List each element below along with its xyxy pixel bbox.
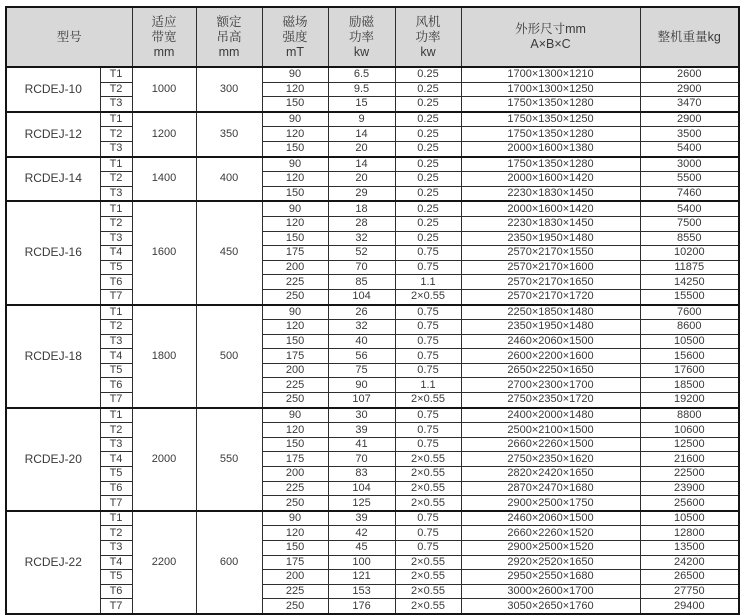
table-row [6, 201, 739, 216]
model-cell: RCDEJ-22 [6, 511, 100, 614]
dimensions-cell: 3000×2600×1700 [461, 584, 640, 599]
excitation-power-cell: 90 [328, 378, 395, 393]
t-variant-cell: T5 [100, 570, 132, 585]
field-strength-cell: 90 [262, 112, 328, 127]
excitation-power-cell: 29 [328, 186, 395, 201]
excitation-power-cell: 9.5 [328, 82, 395, 97]
fan-power-cell: 2×0.55 [395, 481, 461, 496]
t-variant-cell: T2 [100, 320, 132, 335]
t-variant-cell: T1 [100, 305, 132, 320]
excitation-power-cell: 6.5 [328, 67, 395, 82]
fan-power-cell: 0.75 [395, 305, 461, 320]
weight-cell: 3470 [640, 97, 739, 112]
table-row [6, 112, 739, 127]
dimensions-cell: 2570×2170×1550 [461, 246, 640, 261]
table-row [6, 526, 739, 541]
field-strength-cell: 225 [262, 378, 328, 393]
weight-cell: 21600 [640, 452, 739, 467]
t-variant-cell: T6 [100, 481, 132, 496]
lift-height-cell: 400 [196, 157, 262, 202]
excitation-power-cell: 9 [328, 112, 395, 127]
t-variant-cell: T3 [100, 186, 132, 201]
field-strength-cell: 150 [262, 334, 328, 349]
field-strength-cell: 200 [262, 363, 328, 378]
field-strength-cell: 225 [262, 584, 328, 599]
fan-power-cell: 0.75 [395, 423, 461, 438]
field-strength-cell: 120 [262, 320, 328, 335]
t-variant-cell: T1 [100, 511, 132, 526]
field-strength-cell: 120 [262, 526, 328, 541]
weight-cell: 2600 [640, 67, 739, 82]
field-strength-cell: 120 [262, 172, 328, 187]
fan-power-cell: 2×0.55 [395, 570, 461, 585]
weight-cell: 12800 [640, 526, 739, 541]
t-variant-cell: T4 [100, 349, 132, 364]
field-strength-cell: 250 [262, 599, 328, 614]
field-strength-cell: 175 [262, 349, 328, 364]
fan-power-cell: 2×0.55 [395, 393, 461, 408]
t-variant-cell: T4 [100, 246, 132, 261]
t-variant-cell: T3 [100, 541, 132, 556]
field-strength-cell: 150 [262, 541, 328, 556]
table-row [6, 334, 739, 349]
dimensions-cell: 2570×2170×1720 [461, 289, 640, 304]
dimensions-cell: 2350×1950×1480 [461, 231, 640, 246]
table-row [6, 437, 739, 452]
field-strength-cell: 200 [262, 260, 328, 275]
weight-cell: 25600 [640, 496, 739, 511]
field-strength-cell: 200 [262, 467, 328, 482]
field-strength-cell: 250 [262, 393, 328, 408]
t-variant-cell: T7 [100, 496, 132, 511]
weight-cell: 11875 [640, 260, 739, 275]
t-variant-cell: T3 [100, 141, 132, 156]
excitation-power-cell: 56 [328, 349, 395, 364]
field-strength-cell: 90 [262, 305, 328, 320]
excitation-power-cell: 42 [328, 526, 395, 541]
dimensions-cell: 1750×1350×1250 [461, 112, 640, 127]
fan-power-cell: 0.75 [395, 408, 461, 423]
excitation-power-cell: 70 [328, 452, 395, 467]
table-row [6, 246, 739, 261]
field-strength-cell: 250 [262, 289, 328, 304]
excitation-power-cell: 41 [328, 437, 395, 452]
weight-cell: 5400 [640, 201, 739, 216]
excitation-power-cell: 28 [328, 216, 395, 231]
dimensions-cell: 2230×1830×1450 [461, 186, 640, 201]
fan-power-cell: 0.25 [395, 216, 461, 231]
lift-height-cell: 600 [196, 511, 262, 614]
weight-cell: 7600 [640, 305, 739, 320]
excitation-power-cell: 121 [328, 570, 395, 585]
weight-cell: 14250 [640, 275, 739, 290]
model-cell: RCDEJ-20 [6, 408, 100, 511]
t-variant-cell: T2 [100, 526, 132, 541]
weight-cell: 29400 [640, 599, 739, 614]
t-variant-cell: T5 [100, 260, 132, 275]
table-row [6, 452, 739, 467]
dimensions-cell: 2460×2060×1500 [461, 511, 640, 526]
header-model: 型号 [6, 7, 132, 67]
fan-power-cell: 0.25 [395, 141, 461, 156]
table-header [6, 7, 739, 67]
table-row [6, 97, 739, 112]
table-row [6, 570, 739, 585]
weight-cell: 18500 [640, 378, 739, 393]
dimensions-cell: 2900×2500×1750 [461, 496, 640, 511]
t-variant-cell: T1 [100, 157, 132, 172]
t-variant-cell: T1 [100, 201, 132, 216]
excitation-power-cell: 52 [328, 246, 395, 261]
model-cell: RCDEJ-10 [6, 67, 100, 112]
spec-table [5, 6, 740, 615]
table-row [6, 393, 739, 408]
table-row [6, 172, 739, 187]
table-row [6, 216, 739, 231]
field-strength-cell: 250 [262, 496, 328, 511]
fan-power-cell: 0.25 [395, 67, 461, 82]
field-strength-cell: 90 [262, 511, 328, 526]
field-strength-cell: 150 [262, 437, 328, 452]
lift-height-cell: 550 [196, 408, 262, 511]
t-variant-cell: T6 [100, 584, 132, 599]
table-row [6, 584, 739, 599]
table-row [6, 141, 739, 156]
table-row [6, 275, 739, 290]
dimensions-cell: 2750×2350×1620 [461, 452, 640, 467]
excitation-power-cell: 176 [328, 599, 395, 614]
table-row [6, 408, 739, 423]
dimensions-cell: 1750×1350×1280 [461, 97, 640, 112]
t-variant-cell: T4 [100, 555, 132, 570]
table-row [6, 481, 739, 496]
t-variant-cell: T6 [100, 378, 132, 393]
table-row [6, 260, 739, 275]
t-variant-cell: T3 [100, 437, 132, 452]
weight-cell: 24200 [640, 555, 739, 570]
excitation-power-cell: 32 [328, 320, 395, 335]
bandwidth-cell: 2000 [132, 408, 196, 511]
model-cell: RCDEJ-12 [6, 112, 100, 157]
fan-power-cell: 2×0.55 [395, 555, 461, 570]
t-variant-cell: T3 [100, 97, 132, 112]
excitation-power-cell: 30 [328, 408, 395, 423]
table-row [6, 511, 739, 526]
table-row [6, 127, 739, 142]
dimensions-cell: 2600×2200×1600 [461, 349, 640, 364]
model-cell: RCDEJ-14 [6, 157, 100, 202]
dimensions-cell: 2920×2520×1650 [461, 555, 640, 570]
t-variant-cell: T2 [100, 127, 132, 142]
lift-height-cell: 350 [196, 112, 262, 157]
fan-power-cell: 0.75 [395, 437, 461, 452]
header-bandwidth: 适应 带宽 mm [132, 7, 196, 67]
fan-power-cell: 1.1 [395, 275, 461, 290]
fan-power-cell: 0.75 [395, 260, 461, 275]
dimensions-cell: 2650×2250×1650 [461, 363, 640, 378]
model-cell: RCDEJ-16 [6, 201, 100, 304]
dimensions-cell: 2870×2470×1680 [461, 481, 640, 496]
table-row [6, 599, 739, 614]
field-strength-cell: 150 [262, 186, 328, 201]
field-strength-cell: 225 [262, 481, 328, 496]
dimensions-cell: 2500×2100×1500 [461, 423, 640, 438]
fan-power-cell: 0.75 [395, 526, 461, 541]
dimensions-cell: 2350×1950×1480 [461, 320, 640, 335]
header-dimensions: 外形尺寸mm A×B×C [461, 7, 640, 67]
table-row [6, 541, 739, 556]
bandwidth-cell: 1400 [132, 157, 196, 202]
fan-power-cell: 0.25 [395, 172, 461, 187]
excitation-power-cell: 153 [328, 584, 395, 599]
excitation-power-cell: 104 [328, 289, 395, 304]
weight-cell: 10500 [640, 511, 739, 526]
lift-height-cell: 450 [196, 201, 262, 304]
excitation-power-cell: 40 [328, 334, 395, 349]
field-strength-cell: 90 [262, 157, 328, 172]
excitation-power-cell: 14 [328, 157, 395, 172]
t-variant-cell: T4 [100, 452, 132, 467]
excitation-power-cell: 18 [328, 201, 395, 216]
excitation-power-cell: 70 [328, 260, 395, 275]
excitation-power-cell: 107 [328, 393, 395, 408]
table-row [6, 496, 739, 511]
weight-cell: 15500 [640, 289, 739, 304]
fan-power-cell: 0.25 [395, 186, 461, 201]
field-strength-cell: 150 [262, 231, 328, 246]
t-variant-cell: T5 [100, 467, 132, 482]
table-row [6, 320, 739, 335]
dimensions-cell: 2750×2350×1720 [461, 393, 640, 408]
table-row [6, 305, 739, 320]
bandwidth-cell: 1600 [132, 201, 196, 304]
field-strength-cell: 150 [262, 141, 328, 156]
t-variant-cell: T1 [100, 112, 132, 127]
fan-power-cell: 0.75 [395, 363, 461, 378]
fan-power-cell: 0.75 [395, 334, 461, 349]
weight-cell: 7460 [640, 186, 739, 201]
field-strength-cell: 90 [262, 67, 328, 82]
header-weight: 整机重量kg [640, 7, 739, 67]
t-variant-cell: T3 [100, 231, 132, 246]
excitation-power-cell: 125 [328, 496, 395, 511]
table-row [6, 157, 739, 172]
excitation-power-cell: 20 [328, 172, 395, 187]
weight-cell: 5500 [640, 172, 739, 187]
field-strength-cell: 200 [262, 570, 328, 585]
excitation-power-cell: 83 [328, 467, 395, 482]
t-variant-cell: T3 [100, 334, 132, 349]
table-row [6, 82, 739, 97]
excitation-power-cell: 26 [328, 305, 395, 320]
field-strength-cell: 120 [262, 423, 328, 438]
field-strength-cell: 120 [262, 127, 328, 142]
excitation-power-cell: 14 [328, 127, 395, 142]
excitation-power-cell: 15 [328, 97, 395, 112]
weight-cell: 26500 [640, 570, 739, 585]
dimensions-cell: 1750×1350×1280 [461, 157, 640, 172]
excitation-power-cell: 45 [328, 541, 395, 556]
fan-power-cell: 0.25 [395, 82, 461, 97]
field-strength-cell: 150 [262, 97, 328, 112]
t-variant-cell: T2 [100, 216, 132, 231]
excitation-power-cell: 39 [328, 423, 395, 438]
table-row [6, 555, 739, 570]
field-strength-cell: 120 [262, 216, 328, 231]
fan-power-cell: 0.25 [395, 112, 461, 127]
header-fan-power: 风机 功率 kw [395, 7, 461, 67]
t-variant-cell: T1 [100, 408, 132, 423]
weight-cell: 19200 [640, 393, 739, 408]
fan-power-cell: 0.75 [395, 511, 461, 526]
excitation-power-cell: 75 [328, 363, 395, 378]
dimensions-cell: 2250×1850×1480 [461, 305, 640, 320]
field-strength-cell: 90 [262, 201, 328, 216]
excitation-power-cell: 20 [328, 141, 395, 156]
weight-cell: 17600 [640, 363, 739, 378]
dimensions-cell: 3050×2650×1760 [461, 599, 640, 614]
fan-power-cell: 2×0.55 [395, 289, 461, 304]
weight-cell: 10600 [640, 423, 739, 438]
t-variant-cell: T7 [100, 393, 132, 408]
weight-cell: 3000 [640, 157, 739, 172]
excitation-power-cell: 104 [328, 481, 395, 496]
fan-power-cell: 0.25 [395, 127, 461, 142]
weight-cell: 7500 [640, 216, 739, 231]
field-strength-cell: 175 [262, 555, 328, 570]
field-strength-cell: 120 [262, 82, 328, 97]
weight-cell: 23900 [640, 481, 739, 496]
fan-power-cell: 0.25 [395, 97, 461, 112]
fan-power-cell: 2×0.55 [395, 452, 461, 467]
weight-cell: 13500 [640, 541, 739, 556]
table-row [6, 467, 739, 482]
dimensions-cell: 2900×2500×1520 [461, 541, 640, 556]
weight-cell: 8800 [640, 408, 739, 423]
weight-cell: 2900 [640, 112, 739, 127]
table-row [6, 186, 739, 201]
fan-power-cell: 2×0.55 [395, 599, 461, 614]
t-variant-cell: T7 [100, 289, 132, 304]
t-variant-cell: T6 [100, 275, 132, 290]
dimensions-cell: 2820×2420×1650 [461, 467, 640, 482]
table-row [6, 378, 739, 393]
t-variant-cell: T2 [100, 423, 132, 438]
weight-cell: 27750 [640, 584, 739, 599]
excitation-power-cell: 100 [328, 555, 395, 570]
field-strength-cell: 175 [262, 246, 328, 261]
dimensions-cell: 2950×2550×1680 [461, 570, 640, 585]
dimensions-cell: 1700×1300×1250 [461, 82, 640, 97]
dimensions-cell: 1700×1300×1210 [461, 67, 640, 82]
fan-power-cell: 0.75 [395, 246, 461, 261]
weight-cell: 15600 [640, 349, 739, 364]
excitation-power-cell: 39 [328, 511, 395, 526]
bandwidth-cell: 2200 [132, 511, 196, 614]
fan-power-cell: 0.75 [395, 541, 461, 556]
dimensions-cell: 2000×1600×1420 [461, 172, 640, 187]
lift-height-cell: 500 [196, 305, 262, 408]
table-row [6, 363, 739, 378]
dimensions-cell: 2230×1830×1450 [461, 216, 640, 231]
table-row [6, 423, 739, 438]
weight-cell: 5400 [640, 141, 739, 156]
weight-cell: 8600 [640, 320, 739, 335]
t-variant-cell: T7 [100, 599, 132, 614]
dimensions-cell: 2000×1600×1380 [461, 141, 640, 156]
t-variant-cell: T2 [100, 82, 132, 97]
dimensions-cell: 1750×1350×1280 [461, 127, 640, 142]
bandwidth-cell: 1200 [132, 112, 196, 157]
table-row [6, 231, 739, 246]
dimensions-cell: 2700×2300×1700 [461, 378, 640, 393]
fan-power-cell: 0.25 [395, 157, 461, 172]
lift-height-cell: 300 [196, 67, 262, 112]
dimensions-cell: 2570×2170×1600 [461, 260, 640, 275]
table-row [6, 67, 739, 82]
table-row [6, 289, 739, 304]
fan-power-cell: 0.25 [395, 231, 461, 246]
fan-power-cell: 2×0.55 [395, 467, 461, 482]
fan-power-cell: 2×0.55 [395, 584, 461, 599]
excitation-power-cell: 85 [328, 275, 395, 290]
dimensions-cell: 2400×2000×1480 [461, 408, 640, 423]
fan-power-cell: 2×0.55 [395, 496, 461, 511]
header-field-strength: 磁场 强度 mT [262, 7, 328, 67]
bandwidth-cell: 1800 [132, 305, 196, 408]
model-cell: RCDEJ-18 [6, 305, 100, 408]
weight-cell: 2900 [640, 82, 739, 97]
header-row [6, 7, 739, 67]
weight-cell: 3500 [640, 127, 739, 142]
dimensions-cell: 2460×2060×1500 [461, 334, 640, 349]
field-strength-cell: 90 [262, 408, 328, 423]
weight-cell: 10500 [640, 334, 739, 349]
bandwidth-cell: 1000 [132, 67, 196, 112]
dimensions-cell: 2000×1600×1420 [461, 201, 640, 216]
fan-power-cell: 0.25 [395, 201, 461, 216]
fan-power-cell: 0.75 [395, 349, 461, 364]
table-row [6, 349, 739, 364]
t-variant-cell: T2 [100, 172, 132, 187]
weight-cell: 10200 [640, 246, 739, 261]
dimensions-cell: 2660×2260×1520 [461, 526, 640, 541]
excitation-power-cell: 32 [328, 231, 395, 246]
field-strength-cell: 175 [262, 452, 328, 467]
dimensions-cell: 2570×2170×1650 [461, 275, 640, 290]
header-excitation-power: 励磁 功率 kw [328, 7, 395, 67]
t-variant-cell: T5 [100, 363, 132, 378]
header-lift-height: 额定 吊高 mm [196, 7, 262, 67]
table-body [6, 67, 739, 614]
weight-cell: 22500 [640, 467, 739, 482]
field-strength-cell: 225 [262, 275, 328, 290]
fan-power-cell: 0.75 [395, 320, 461, 335]
t-variant-cell: T1 [100, 67, 132, 82]
weight-cell: 8550 [640, 231, 739, 246]
dimensions-cell: 2660×2260×1500 [461, 437, 640, 452]
weight-cell: 12500 [640, 437, 739, 452]
fan-power-cell: 1.1 [395, 378, 461, 393]
